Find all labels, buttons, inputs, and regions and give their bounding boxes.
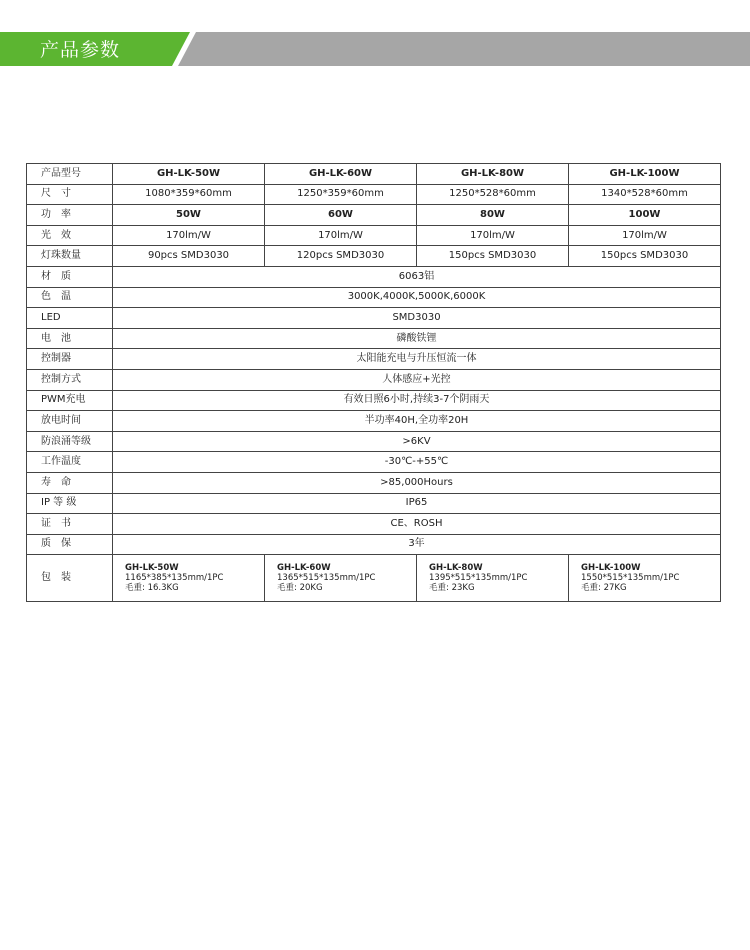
value-cell: SMD3030 [113,308,721,329]
value-cell: 60W [265,205,417,226]
value-cell: 1250*528*60mm [417,184,569,205]
packing-dims: 1395*515*135mm/1PC [429,573,528,584]
table-row [27,205,721,226]
table-row [27,246,721,267]
row-label: PWM充电 [27,390,113,411]
table-row [27,514,721,535]
value-cell: 150pcs SMD3030 [417,246,569,267]
table-row [27,287,721,308]
row-label: 包 装 [27,555,113,602]
spec-table [26,163,721,602]
table-row [27,225,721,246]
row-label: 质 保 [27,534,113,555]
table-row [27,369,721,390]
row-label: 尺 寸 [27,184,113,205]
value-cell: 人体感应+光控 [113,369,721,390]
row-label: 光 效 [27,225,113,246]
table-row [27,452,721,473]
packing-model: GH-LK-80W [429,563,483,574]
packing-weight: 毛重: 23KG [429,583,475,594]
value-cell: 6063铝 [113,266,721,287]
row-label: 工作温度 [27,452,113,473]
value-cell: -30℃-+55℃ [113,452,721,473]
value-cell: 50W [113,205,265,226]
row-label: 功 率 [27,205,113,226]
model-cell: GH-LK-60W [265,164,417,185]
table-row [27,534,721,555]
value-cell: 半功率40H,全功率20H [113,411,721,432]
row-label: 灯珠数量 [27,246,113,267]
packing-dims: 1550*515*135mm/1PC [581,573,680,584]
table-row [27,390,721,411]
row-label: 控制器 [27,349,113,370]
packing-model: GH-LK-50W [125,563,179,574]
packing-dims: 1165*385*135mm/1PC [125,573,224,584]
row-label: 放电时间 [27,411,113,432]
value-cell: 120pcs SMD3030 [265,246,417,267]
value-cell: 1340*528*60mm [569,184,721,205]
row-label: LED [27,308,113,329]
row-label: 证 书 [27,514,113,535]
value-cell: 磷酸铁锂 [113,328,721,349]
packing-cell [569,555,721,602]
value-cell: 150pcs SMD3030 [569,246,721,267]
value-cell: 90pcs SMD3030 [113,246,265,267]
packing-cell [265,555,417,602]
row-label: IP 等 级 [27,493,113,514]
table-row [27,328,721,349]
value-cell: 170lm/W [417,225,569,246]
packing-model: GH-LK-60W [277,563,331,574]
value-cell: 100W [569,205,721,226]
packing-weight: 毛重: 16.3KG [125,583,179,594]
row-label: 产品型号 [27,164,113,185]
row-label: 寿 命 [27,472,113,493]
value-cell: 1250*359*60mm [265,184,417,205]
table-row [27,411,721,432]
value-cell: 3年 [113,534,721,555]
value-cell: CE、ROSH [113,514,721,535]
row-label: 控制方式 [27,369,113,390]
model-cell: GH-LK-50W [113,164,265,185]
value-cell: 80W [417,205,569,226]
model-cell: GH-LK-80W [417,164,569,185]
table-row [27,266,721,287]
table-row [27,349,721,370]
table-row-model [27,164,721,185]
value-cell: 1080*359*60mm [113,184,265,205]
packing-cell [417,555,569,602]
value-cell: IP65 [113,493,721,514]
row-label: 色 温 [27,287,113,308]
packing-weight: 毛重: 27KG [581,583,627,594]
table-row [27,184,721,205]
value-cell: 170lm/W [265,225,417,246]
table-row [27,493,721,514]
value-cell: 170lm/W [569,225,721,246]
value-cell: 3000K,4000K,5000K,6000K [113,287,721,308]
packing-model: GH-LK-100W [581,563,641,574]
row-label: 材 质 [27,266,113,287]
table-row [27,472,721,493]
packing-weight: 毛重: 20KG [277,583,323,594]
model-cell: GH-LK-100W [569,164,721,185]
table-row-packing [27,555,721,602]
row-label: 电 池 [27,328,113,349]
value-cell: >6KV [113,431,721,452]
table-row [27,308,721,329]
packing-dims: 1365*515*135mm/1PC [277,573,376,584]
value-cell: 有效日照6小时,持续3-7个阴雨天 [113,390,721,411]
section-title: 产品参数 [40,39,121,61]
value-cell: 太阳能充电与升压恒流一体 [113,349,721,370]
packing-cell [113,555,265,602]
value-cell: >85,000Hours [113,472,721,493]
value-cell: 170lm/W [113,225,265,246]
row-label: 防浪涌等级 [27,431,113,452]
table-row [27,431,721,452]
